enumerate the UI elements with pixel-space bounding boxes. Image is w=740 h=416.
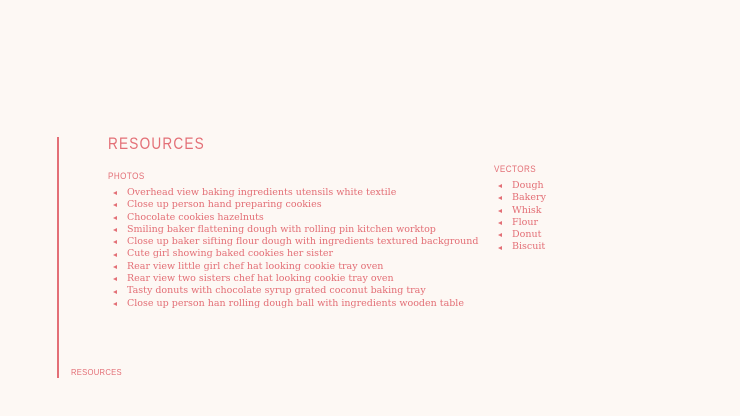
triangle-left-icon: [113, 277, 117, 281]
photo-link[interactable]: Close up person hand preparing cookies: [127, 199, 322, 211]
triangle-left-icon: [113, 240, 117, 244]
photo-link[interactable]: Cute girl showing baked cookies her sister: [127, 248, 334, 260]
vector-link[interactable]: Biscuit: [512, 241, 546, 253]
photo-link[interactable]: Smiling baker flattening dough with rolling pin kitchen worktop: [127, 223, 436, 235]
triangle-left-icon: [113, 253, 117, 257]
accent-divider-line: [57, 137, 59, 378]
list-item[interactable]: [498, 180, 546, 192]
list-item[interactable]: [113, 248, 478, 260]
triangle-left-icon: [113, 302, 117, 306]
list-item[interactable]: [113, 236, 478, 248]
list-item[interactable]: [498, 217, 546, 229]
photo-link[interactable]: Close up person han rolling dough ball with ingredients wooden table: [127, 297, 464, 309]
list-item[interactable]: [113, 212, 478, 224]
triangle-left-icon: [498, 233, 502, 237]
vector-link[interactable]: Donut: [512, 229, 542, 241]
vector-link[interactable]: Whisk: [512, 204, 542, 216]
list-item[interactable]: [498, 241, 546, 253]
triangle-left-icon: [113, 203, 117, 207]
photo-link[interactable]: Rear view little girl chef hat looking cookie tray oven: [127, 260, 384, 272]
photo-link[interactable]: Rear view two sisters chef hat looking cookie tray oven: [127, 273, 394, 285]
page-title: RESOURCES: [108, 134, 205, 153]
triangle-left-icon: [113, 290, 117, 294]
triangle-left-icon: [498, 221, 502, 225]
photo-link[interactable]: Chocolate cookies hazelnuts: [127, 211, 264, 223]
triangle-left-icon: [113, 265, 117, 269]
list-item[interactable]: [498, 192, 546, 204]
triangle-left-icon: [498, 246, 502, 250]
triangle-left-icon: [113, 228, 117, 232]
list-item[interactable]: [113, 224, 478, 236]
list-item[interactable]: [113, 285, 478, 297]
photos-list: [113, 187, 478, 310]
vectors-list: [498, 180, 546, 254]
list-item[interactable]: [113, 187, 478, 199]
photos-heading: PHOTOS: [108, 171, 145, 181]
list-item[interactable]: [498, 229, 546, 241]
list-item[interactable]: [113, 199, 478, 211]
photo-link[interactable]: Tasty donuts with chocolate syrup grated coconut baking tray: [127, 285, 426, 297]
triangle-left-icon: [498, 209, 502, 213]
list-item[interactable]: [498, 205, 546, 217]
triangle-left-icon: [498, 184, 502, 188]
triangle-left-icon: [498, 196, 502, 200]
list-item[interactable]: [113, 261, 478, 273]
list-item[interactable]: [113, 273, 478, 285]
vectors-heading: VECTORS: [494, 164, 537, 174]
triangle-left-icon: [113, 191, 117, 195]
footer-label: RESOURCES: [71, 367, 122, 377]
vector-link[interactable]: Dough: [512, 180, 544, 191]
vector-link[interactable]: Flour: [512, 216, 539, 228]
list-item[interactable]: [113, 298, 478, 310]
photo-link[interactable]: Overhead view baking ingredients utensils white textile: [127, 187, 397, 198]
vector-link[interactable]: Bakery: [512, 192, 546, 204]
photo-link[interactable]: Close up baker sifting flour dough with ingredients textured background: [127, 236, 479, 248]
triangle-left-icon: [113, 216, 117, 220]
